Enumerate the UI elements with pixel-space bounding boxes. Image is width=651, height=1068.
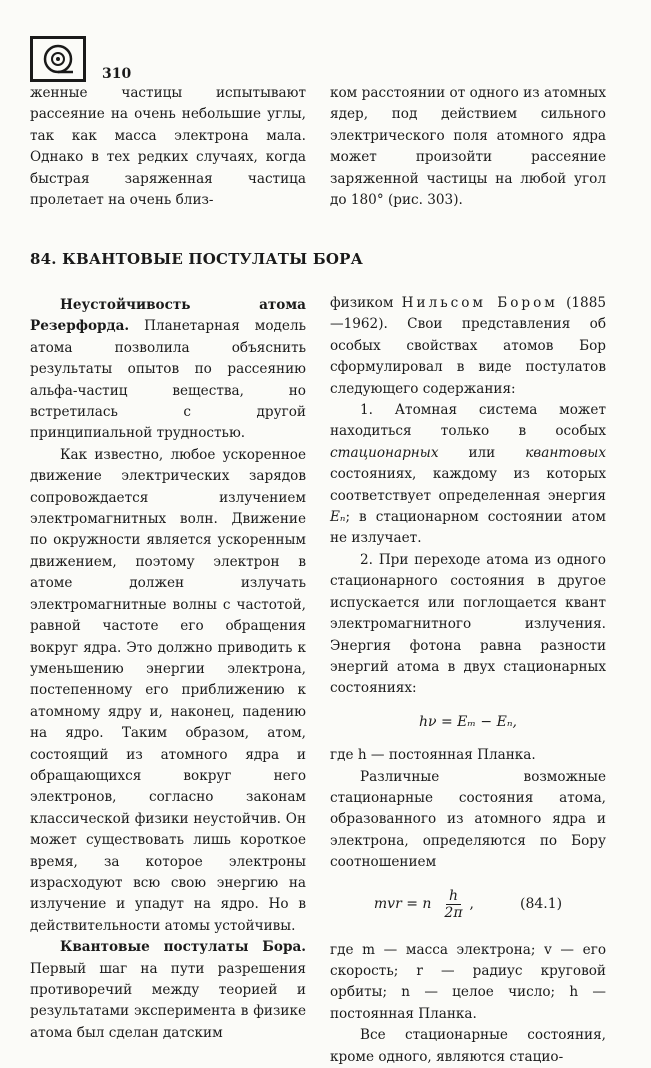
paragraph-body: Первый шаг на пути разрешения противоречий между теорией и результатами эксперимента в физике атома был сделан датским xyxy=(30,960,306,1041)
paragraph-bohr xyxy=(330,293,606,400)
film-reel-icon xyxy=(30,36,86,82)
paragraph-body: Планетарная модель атома позволила объяснить результаты опытов по рассеянию альфа-частиц вещества, но встретилась с другой принципиальной трудностью. xyxy=(30,318,306,442)
equation-lhs: mvr = n xyxy=(373,895,432,912)
text-run: физиком xyxy=(330,295,402,311)
paragraph-title: Неустойчивость атома Резерфорда. xyxy=(30,297,306,335)
fraction-denominator: 2π xyxy=(444,905,463,922)
postulate-1 xyxy=(330,400,606,550)
paragraph-postulates-intro xyxy=(30,937,306,1044)
paragraph-last: Все стационарные состояния, кроме одного, являются стацио- xyxy=(330,1027,606,1065)
top-left-column xyxy=(30,83,306,211)
variables-note: где m — масса электрона; v — его скорость; r — радиус круговой орбиты; n — целое число; h — постоянная Планка. xyxy=(330,941,606,1022)
paragraph-instability xyxy=(30,295,306,445)
top-right-text: ком расстоянии от одного из атомных ядер, под действием сильного электрического поля атомного ядра может произойти рассеяние заряженной частицы на любой угол до 180° (рис. 303). xyxy=(330,85,606,209)
bohr-name: Нильсом Бором xyxy=(401,295,558,311)
postulate-2: 2. При переходе атома из одного стационарного состояния в другое испускается или поглощается квант электромагнитного излучения. Энергия фотона равна разности энергий атома в двух стационарных состояниях: xyxy=(330,551,606,697)
formula-photon-energy: hν = Eₘ − Eₙ, xyxy=(419,713,517,730)
text-run: (1885—1962). Свои представления об особых свойствах атомов Бор сформулировал в виде постулатов следующего содержания: xyxy=(330,295,607,397)
paragraph-orbits: Различные возможные стационарные состояния атома, образованного из атомного ядра и электрона, определяются по Бору соотношением xyxy=(330,768,606,871)
page-number: 310 xyxy=(102,66,132,82)
main-left-column xyxy=(30,295,306,1044)
fraction xyxy=(441,888,465,921)
top-right-column xyxy=(330,83,606,211)
equation-comma: , xyxy=(469,895,474,912)
text-run: 1. Атомная система может находиться только в особых xyxy=(330,402,606,440)
equation-number: (84.1) xyxy=(519,895,563,912)
italic-term: квантовых xyxy=(525,444,606,461)
top-left-text: женные частицы испытывают рассеяние на очень небольшие углы, так как масса электрона мала. Однако в тех редких случаях, когда быстрая заряженная частица пролетает на очень близ- xyxy=(30,85,306,209)
text-run: состояниях, каждому из которых соответствует определенная энергия xyxy=(330,466,606,504)
energy-symbol: Eₙ xyxy=(330,509,346,526)
section-heading: 84. КВАНТОВЫЕ ПОСТУЛАТЫ БОРА xyxy=(30,250,363,268)
italic-term: стационарных xyxy=(330,444,439,461)
paragraph-title: Квантовые постулаты Бора. xyxy=(60,939,306,956)
main-right-column xyxy=(330,293,606,1068)
text-run: или xyxy=(438,444,526,461)
equation-84-1 xyxy=(330,882,606,928)
fraction-numerator: h xyxy=(446,888,461,905)
planck-note: где h — постоянная Планка. xyxy=(330,747,536,764)
text-run: ; в стационарном состоянии атом не излучает. xyxy=(330,509,606,547)
paragraph-acceleration: Как известно, любое ускоренное движение электрических зарядов сопровождается излучением электромагнитных волн. Движение по окружности является ускоренным движением, поэтому электрон в атоме должен излучать электромагнитные волны с частотой, равной частоте его обращения вокруг ядра. Это должно приводить к уменьшению энергии электрона, постепенному его приближению к атомному ядру и, наконец, падению на ядро. Таким образом, атом, состоящий из атомного ядра и обращающихся вокруг него электронов, согласно законам классической физики неустойчив. Он может существовать лишь короткое время, за которое электроны израсходуют всю свою энергию на излучение и упадут на ядро. Но в действительности атомы устойчивы. xyxy=(30,446,306,934)
